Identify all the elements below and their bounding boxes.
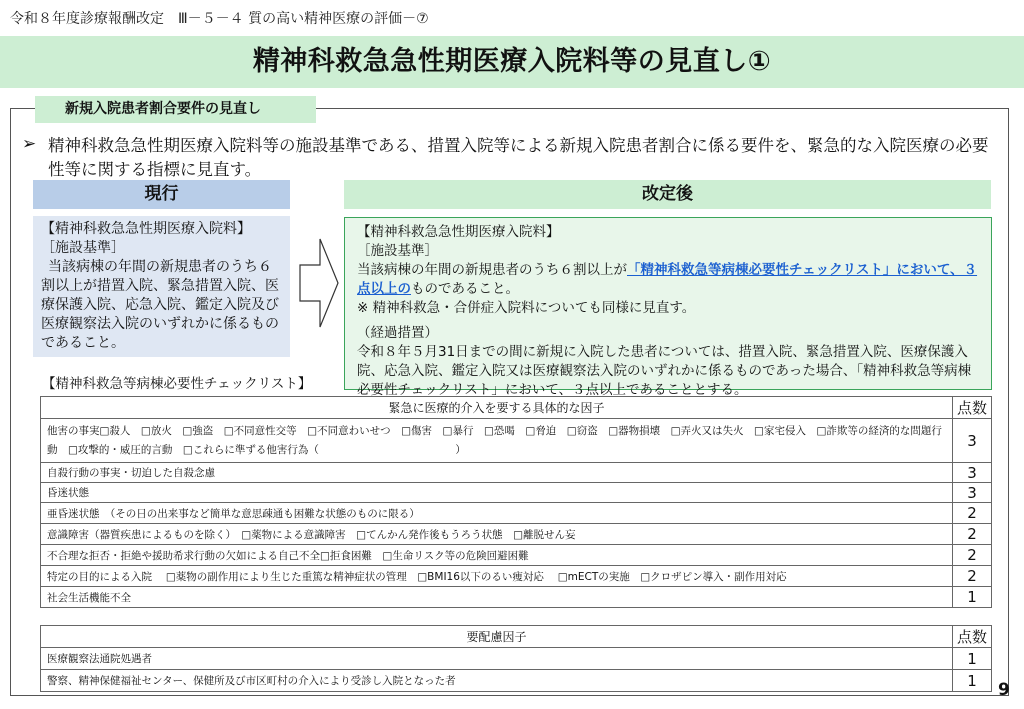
row-text: 特定の目的による入院 □薬物の副作用により生じた重篤な精神症状の管理 □BMI16以下のるい痩対応 □mECTの実施 □クロザピン導入・副作用対応: [41, 566, 953, 587]
page-title: 精神科救急急性期医療入院料等の見直し①: [252, 46, 772, 77]
urgent-factor-table: [40, 396, 992, 608]
row-points: 1: [953, 648, 992, 670]
table1-header-points: 点数: [953, 397, 992, 419]
header-top-line: 令和８年度診療報酬改定 Ⅲ－５－４ 質の高い精神医療の評価－⑦: [10, 11, 429, 27]
table-row: [41, 587, 992, 608]
consideration-factor-table: [40, 625, 992, 692]
row-points: 2: [953, 524, 992, 545]
row-points: 3: [953, 463, 992, 483]
revised-line3-pre: 当該病棟の年間の新規患者のうち６割以上が: [357, 262, 627, 278]
current-line1: 【精神科救急急性期医療入院料】: [41, 221, 251, 237]
checklist-label: 【精神科救急等病棟必要性チェックリスト】: [42, 376, 312, 392]
table-row: [41, 545, 992, 566]
table-row: [41, 463, 992, 483]
page-number: 9: [998, 680, 1010, 700]
revised-box: [344, 217, 992, 398]
bullet-arrow-icon: ➢: [22, 134, 37, 154]
intro-text: 精神科救急急性期医療入院料等の施設基準である、措置入院等による新規入院患者割合に係る要件を、緊急的な入院医療の必要性等に関する指標に見直す。: [48, 136, 989, 179]
table-row: [41, 566, 992, 587]
table2-header-factor: 要配慮因子: [41, 626, 953, 648]
row-text: 他害の事実□殺人 □放火 □強盗 □不同意性交等 □不同意わいせつ □傷害 □暴行 □恐喝 □脅迫 □窃盗 □器物損壊 □弄火又は失火 □家宅侵入 □詐欺等の経済的な問題行動 □攻撃的・威圧的言動 □これらに準ずる他害行為（ ）: [41, 419, 953, 463]
current-heading: 現行: [33, 180, 290, 209]
revised-line3-post: ものであること。: [411, 281, 519, 297]
table-row: [41, 419, 992, 463]
revised-line2: ［施設基準］: [357, 243, 438, 259]
revised-line5: （経過措置）: [357, 325, 438, 341]
current-box: [33, 216, 290, 357]
section-label: 新規入院患者割合要件の見直し: [35, 96, 316, 123]
row-text: 自殺行動の事実・切迫した自殺念慮: [41, 463, 953, 483]
row-points: 1: [953, 670, 992, 692]
row-points: 1: [953, 587, 992, 608]
revised-line4: ※ 精神科救急・合併症入院料についても同様に見直す。: [357, 300, 696, 316]
table-row: [41, 483, 992, 503]
table1-header-factor: 緊急に医療的介入を要する具体的な因子: [41, 397, 953, 419]
row-text: 社会生活機能不全: [41, 587, 953, 608]
revised-line6: 令和８年５月31日までの間に新規に入院した患者については、措置入院、緊急措置入院、医療保護入院、応急入院、鑑定入院又は医療観察法入院のいずれかに係るものであった場合、「精神科救急等病棟必要性チェックリスト」において、３点以上であることとする。: [357, 344, 972, 398]
revised-line3: [357, 261, 979, 299]
current-line2: ［施設基準］: [41, 240, 125, 256]
row-text: 昏迷状態: [41, 483, 953, 503]
row-text: 亜昏迷状態 （その日の出来事など簡単な意思疎通も困難な状態のものに限る）: [41, 503, 953, 524]
row-points: 3: [953, 419, 992, 463]
right-arrow-icon: [298, 235, 340, 331]
table-row: [41, 670, 992, 692]
revised-line1: 【精神科救急急性期医療入院料】: [357, 224, 560, 240]
row-text: 意識障害（器質疾患によるものを除く） □薬物による意識障害 □てんかん発作後もうろう状態 □離脱せん妄: [41, 524, 953, 545]
table-row: [41, 648, 992, 670]
row-points: 2: [953, 566, 992, 587]
row-points: 3: [953, 483, 992, 503]
row-points: 2: [953, 545, 992, 566]
checklist-link[interactable]: 「精神科救急等病棟必要性チェックリスト」において、３点以上の: [357, 262, 978, 297]
table2-header-points: 点数: [953, 626, 992, 648]
table-row: [41, 503, 992, 524]
row-text: 不合理な拒否・拒絶や援助希求行動の欠如による自己不全□拒食困難 □生命リスク等の危険回避困難: [41, 545, 953, 566]
row-text: 警察、精神保健福祉センター、保健所及び市区町村の介入により受診し入院となった者: [41, 670, 953, 692]
table-row: [41, 524, 992, 545]
row-points: 2: [953, 503, 992, 524]
current-line3: 当該病棟の年間の新規患者のうち６割以上が措置入院、緊急措置入院、医療保護入院、応急入院、鑑定入院及び医療観察法入院のいずれかに係るものであること。: [41, 259, 279, 351]
row-text: 医療観察法通院処遇者: [41, 648, 953, 670]
revised-heading: 改定後: [344, 180, 991, 209]
